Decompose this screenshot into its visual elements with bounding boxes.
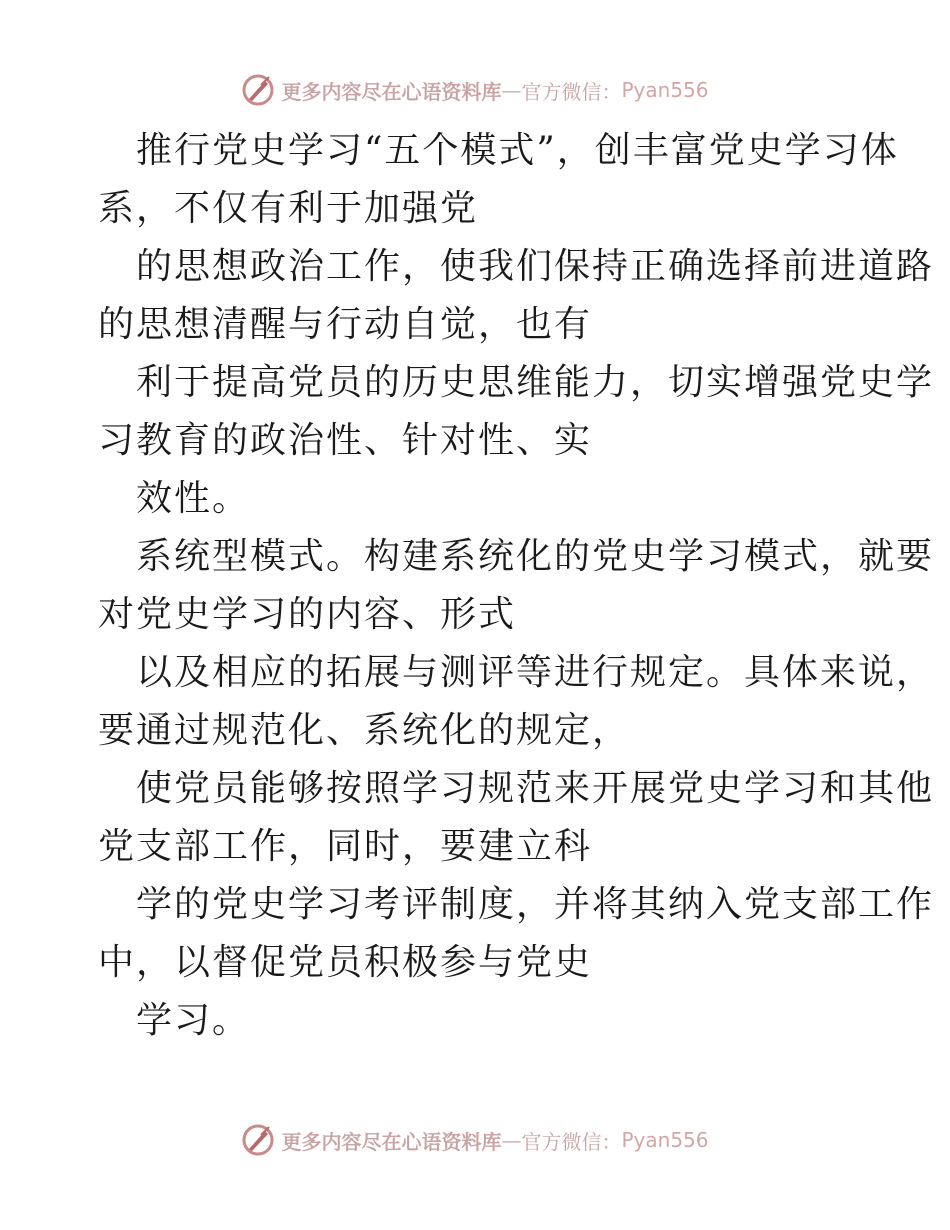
text-line: 对党史学习的内容、形式 [98, 594, 517, 635]
banner-title: 更多内容尽在心语资料库 [281, 79, 502, 104]
text-line: 推行党史学习“五个模式”，创丰富党史学习体 [136, 130, 899, 171]
footer-watermark [0, 1120, 950, 1160]
text-line: 要通过规范化、系统化的规定， [98, 710, 631, 751]
quill-logo-icon [241, 1123, 275, 1157]
banner-title: 更多内容尽在心语资料库 [281, 1129, 502, 1154]
quill-logo-icon [241, 73, 275, 107]
text-line: 使党员能够按照学习规范来开展党史学习和其他 [136, 768, 935, 809]
text-line: 党支部工作，同时，要建立科 [98, 826, 593, 867]
banner-separator: — [501, 78, 522, 102]
text-line: 的思想政治工作，使我们保持正确选择前进道路 [136, 246, 935, 287]
banner-wechat-label: 官方微信： [521, 1129, 622, 1154]
text-line: 利于提高党员的历史思维能力，切实增强党史学 [136, 362, 935, 403]
text-line: 的思想清醒与行动自觉，也有 [98, 304, 593, 345]
text-line: 习教育的政治性、针对性、实 [98, 420, 593, 461]
document-body [98, 122, 935, 1050]
banner-wechat-id: Pyan556 [621, 78, 709, 102]
text-line: 效性。 [136, 478, 251, 519]
text-line: 系，不仅有利于加强党 [98, 188, 479, 229]
text-line: 学习。 [136, 1000, 251, 1041]
text-line: 系统型模式。构建系统化的党史学习模式，就要 [136, 536, 935, 577]
text-line: 中，以督促党员积极参与党史 [98, 942, 593, 983]
header-watermark [0, 70, 950, 110]
text-line: 学的党史学习考评制度，并将其纳入党支部工作 [136, 884, 935, 925]
banner-wechat-label: 官方微信： [521, 79, 622, 104]
banner-separator: — [501, 1128, 522, 1152]
text-line: 以及相应的拓展与测评等进行规定。具体来说， [136, 652, 935, 693]
banner-wechat-id: Pyan556 [621, 1128, 709, 1152]
